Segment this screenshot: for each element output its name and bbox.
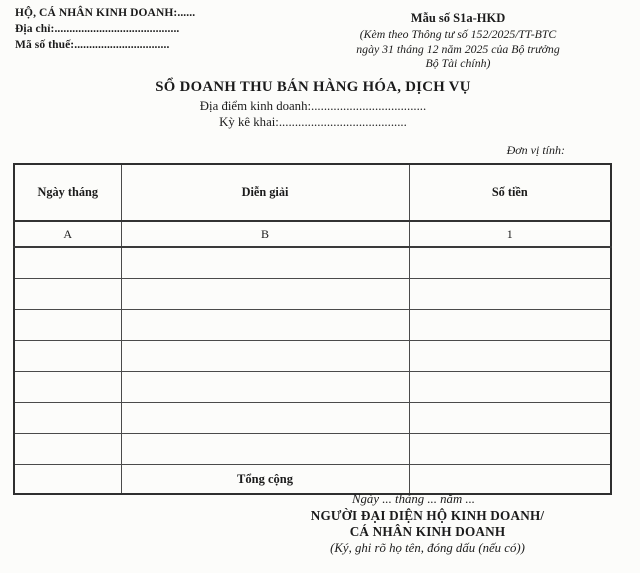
- signatory-role-line2: CÁ NHÂN KINH DOANH: [349, 524, 506, 540]
- declaration-period-line: Kỳ kê khai:........................................: [219, 115, 407, 129]
- signatory-role-line1: NGƯỜI ĐẠI DIỆN HỘ KINH DOANH/: [310, 508, 545, 523]
- empty-cell: [14, 434, 121, 465]
- empty-cell: [121, 341, 409, 372]
- signature-date-line: Ngày ... tháng ... năm ...: [352, 492, 475, 506]
- empty-data-row: [14, 403, 611, 434]
- circular-reference-line3: Bộ Tài chính): [425, 56, 491, 71]
- empty-data-row: [14, 434, 611, 465]
- column-code-1: 1: [409, 221, 611, 247]
- empty-cell: [121, 403, 409, 434]
- column-code-row: [14, 221, 611, 247]
- empty-cell: [121, 372, 409, 403]
- empty-cell: [14, 247, 121, 279]
- total-row-date-cell: [14, 465, 121, 495]
- empty-data-row: [14, 341, 611, 372]
- empty-cell: [14, 279, 121, 310]
- column-code-a: A: [14, 221, 121, 247]
- form-number: Mẫu số S1a-HKD: [410, 11, 506, 25]
- total-label-cell: Tổng cộng: [121, 465, 409, 495]
- signature-instruction-note: (Ký, ghi rõ họ tên, đóng dấu (nếu có)): [330, 541, 525, 556]
- unit-of-measure-label: Đơn vị tính:: [506, 143, 565, 157]
- address-line: Địa chỉ:..........................................: [15, 22, 180, 35]
- empty-cell: [409, 341, 611, 372]
- business-info-block: [15, 6, 195, 53]
- empty-cell: [14, 403, 121, 434]
- empty-cell: [409, 403, 611, 434]
- empty-data-row: [14, 310, 611, 341]
- circular-reference-line1: (Kèm theo Thông tư số 152/2025/TT-BTC: [359, 27, 557, 41]
- business-location-line: Địa điểm kinh doanh:....................................: [199, 99, 427, 113]
- column-code-b: B: [121, 221, 409, 247]
- column-header-amount: Số tiền: [409, 164, 611, 221]
- form-number-block: [310, 11, 606, 71]
- total-amount-cell: [409, 465, 611, 495]
- empty-cell: [121, 247, 409, 279]
- empty-cell: [409, 247, 611, 279]
- total-row: [14, 465, 611, 495]
- revenue-table-body: [14, 221, 611, 494]
- empty-cell: [14, 310, 121, 341]
- empty-cell: [409, 279, 611, 310]
- empty-data-row: [14, 372, 611, 403]
- revenue-table-header: [14, 164, 611, 221]
- revenue-table: [13, 163, 612, 495]
- empty-cell: [409, 310, 611, 341]
- business-name-line: HỘ, CÁ NHÂN KINH DOANH:......: [15, 7, 196, 19]
- empty-cell: [121, 310, 409, 341]
- column-header-description: Diễn giải: [121, 164, 409, 221]
- column-header-date: Ngày tháng: [14, 164, 121, 221]
- empty-data-row: [14, 279, 611, 310]
- empty-cell: [121, 434, 409, 465]
- tax-code-line: Mã số thuế:................................: [15, 38, 170, 51]
- empty-data-row: [14, 247, 611, 279]
- circular-reference-line2: ngày 31 tháng 12 năm 2025 của Bộ trưởng: [356, 41, 560, 56]
- form-title: SỔ DOANH THU BÁN HÀNG HÓA, DỊCH VỤ: [155, 79, 471, 95]
- empty-cell: [121, 279, 409, 310]
- empty-cell: [409, 434, 611, 465]
- signature-block: [240, 492, 615, 556]
- header-row: [14, 164, 611, 221]
- empty-cell: [14, 341, 121, 372]
- empty-cell: [14, 372, 121, 403]
- empty-cell: [409, 372, 611, 403]
